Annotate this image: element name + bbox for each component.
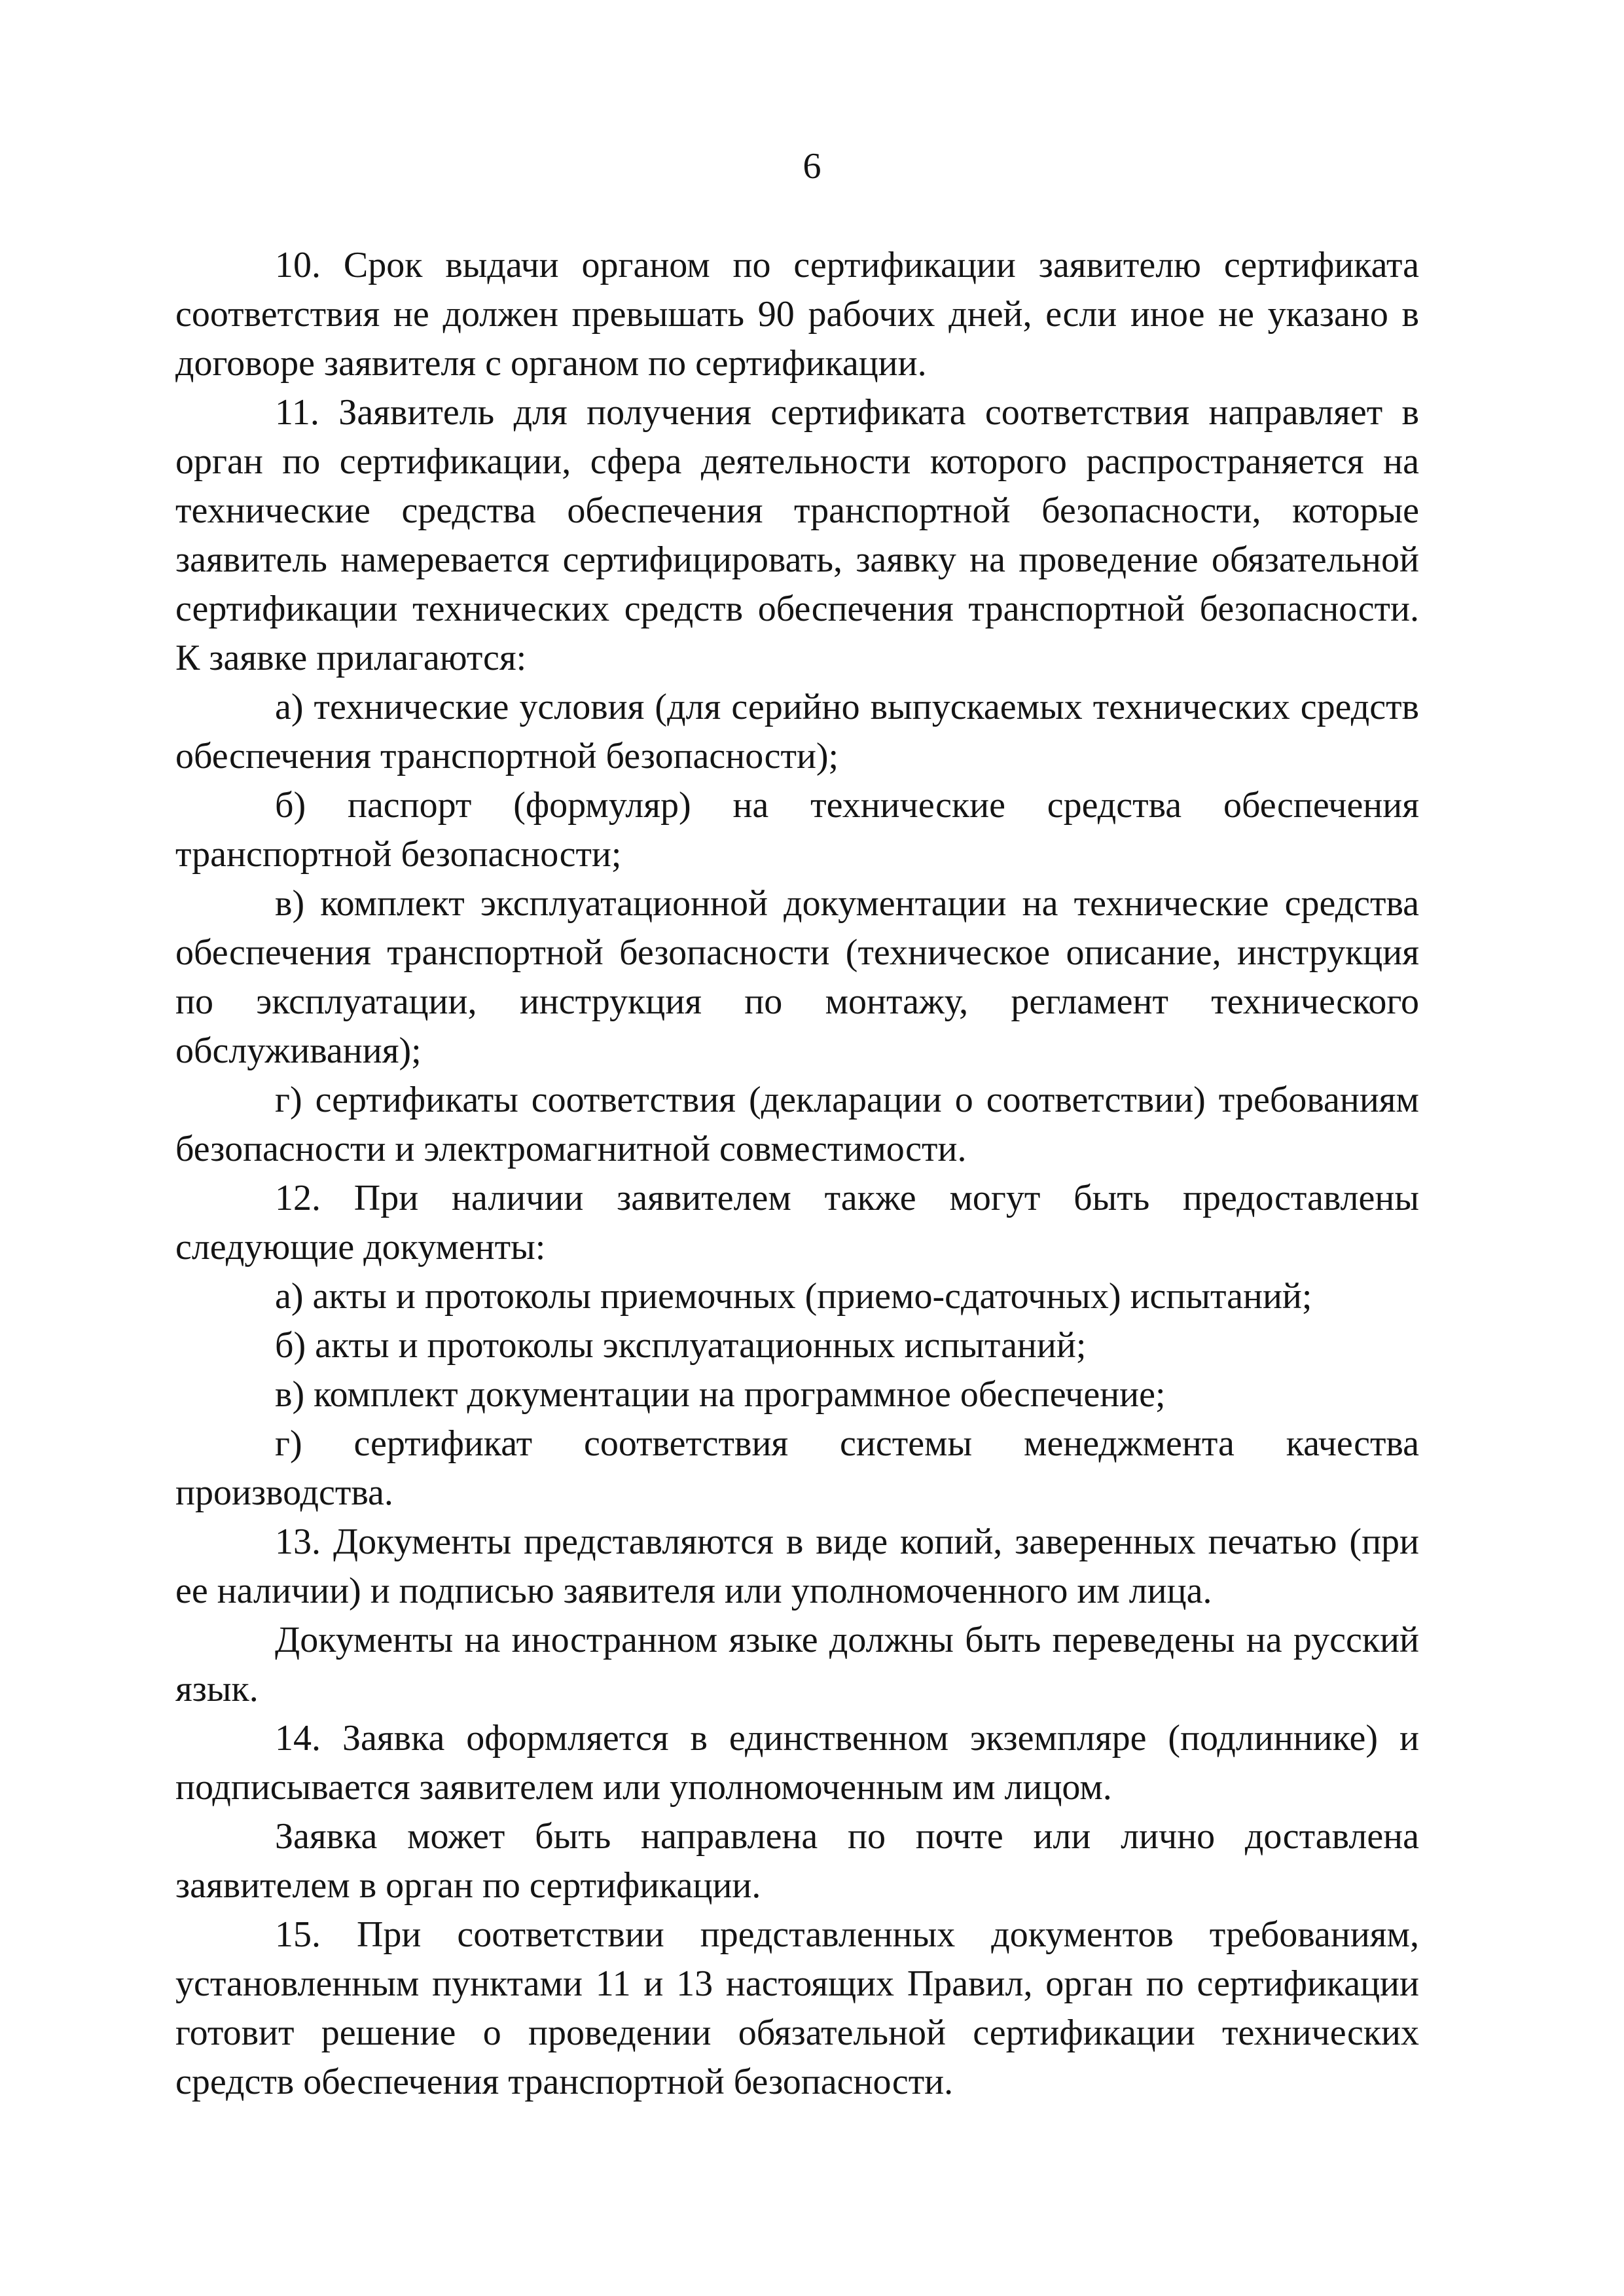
- list-item-12b: б) акты и протоколы эксплуатационных испытаний;: [275, 1325, 1087, 1366]
- paragraph-10: 10. Срок выдачи органом по сертификации заявителю сертификата соответствия не должен превышать 90 рабочих дней, если иное не указано в договоре заявителя с органом по сертификации.: [175, 245, 1419, 384]
- list-item-11a: а) технические условия (для серийно выпускаемых технических средств обеспечения транспортной безопасности);: [175, 687, 1419, 776]
- paragraph-11: 11. Заявитель для получения сертификата соответствия направляет в орган по сертификации, сфера деятельности которого распространяется на технические средства обеспечения транспортной безопасности, которые заявитель намеревается сертифицировать, заявку на проведение обязательной сертификации технических средств обеспечения транспортной безопасности. К заявке прилагаются:: [175, 392, 1419, 678]
- document-body: [175, 241, 1419, 2107]
- list-item-11v: в) комплект эксплуатационной документации на технические средства обеспечения транспортной безопасности (техническое описание, инструкция по эксплуатации, инструкция по монтажу, регламент технического обслуживания);: [175, 883, 1419, 1071]
- list-item-11g: г) сертификаты соответствия (декларации о соответствии) требованиям безопасности и электромагнитной совместимости.: [175, 1080, 1419, 1169]
- list-item-11b: б) паспорт (формуляр) на технические средства обеспечения транспортной безопасности;: [175, 785, 1419, 875]
- list-item-12v: в) комплект документации на программное обеспечение;: [275, 1374, 1166, 1415]
- paragraph-13-foreign-language: Документы на иностранном языке должны быть переведены на русский язык.: [175, 1620, 1419, 1709]
- paragraph-13: 13. Документы представляются в виде копий, заверенных печатью (при ее наличии) и подписью заявителя или уполномоченного им лица.: [175, 1522, 1419, 1611]
- list-item-12a: а) акты и протоколы приемочных (приемо-сдаточных) испытаний;: [275, 1276, 1312, 1317]
- list-item-12g: г) сертификат соответствия системы менеджмента качества производства.: [175, 1423, 1419, 1513]
- paragraph-14: 14. Заявка оформляется в единственном экземпляре (подлиннике) и подписывается заявителем или уполномоченным им лицом.: [175, 1718, 1419, 1808]
- page-number: 6: [803, 146, 821, 187]
- paragraph-15: 15. При соответствии представленных документов требованиям, установленным пунктами 11 и 13 настоящих Правил, орган по сертификации готовит решение о проведении обязательной сертификации технических средств обеспечения транспортной безопасности.: [175, 1914, 1419, 2102]
- paragraph-14-delivery: Заявка может быть направлена по почте или лично доставлена заявителем в орган по сертификации.: [175, 1816, 1419, 1906]
- paragraph-12: 12. При наличии заявителем также могут быть предоставлены следующие документы:: [175, 1178, 1419, 1267]
